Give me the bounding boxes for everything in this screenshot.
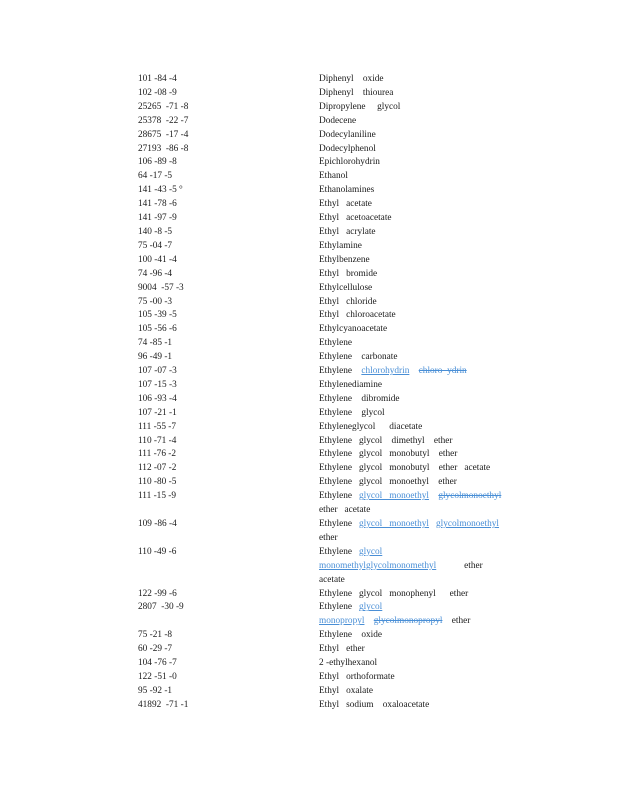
- table-row: [0, 601, 618, 629]
- cas-number: 107 -15 -3: [138, 379, 177, 390]
- chemical-name: [319, 184, 549, 198]
- name-text: Ethyl bromide: [319, 268, 378, 279]
- name-text: Ethyl oxalate: [319, 685, 373, 696]
- name-text: Ethylene carbonate: [319, 352, 398, 363]
- table-row: [0, 87, 618, 101]
- table-row: [0, 170, 618, 184]
- cas-number: 28675 -17 -4: [138, 129, 189, 140]
- name-text: [429, 491, 438, 501]
- deleted-text: glycolmonoethyl: [438, 491, 502, 502]
- table-row: [0, 671, 618, 685]
- table-row: [0, 462, 618, 476]
- name-text: Ethyl acrylate: [319, 226, 376, 237]
- chemical-name: [319, 588, 549, 602]
- chemical-name: [319, 240, 549, 254]
- chemical-name: [319, 393, 549, 407]
- table-row: [0, 518, 618, 546]
- table-row: [0, 282, 618, 296]
- name-text: Ethylamine: [319, 240, 362, 251]
- inserted-text: glycol: [359, 546, 383, 557]
- inserted-text: glycolmonoethyl: [436, 519, 500, 529]
- cas-number: 111 -55 -7: [138, 421, 177, 432]
- name-text: Ethylene glycol monobutyl ether: [319, 449, 458, 460]
- cas-number: 2807 -30 -9: [138, 602, 184, 613]
- chemical-name: [319, 476, 549, 490]
- name-text: Ethyleneglycol diacetate: [319, 421, 423, 432]
- name-text: Ethylene oxide: [319, 630, 382, 641]
- chemical-name: [319, 156, 549, 170]
- name-text: Ethylene dibromide: [319, 393, 400, 404]
- cas-number: 27193 -86 -8: [138, 143, 189, 154]
- table-row: [0, 643, 618, 657]
- cas-number: 112 -07 -2: [138, 463, 177, 474]
- cas-number: 107 -21 -1: [138, 407, 177, 418]
- name-text: Ethylene glycol monoethyl ether: [319, 477, 457, 488]
- name-text: ether acetate: [319, 505, 371, 516]
- table-row: [0, 143, 618, 157]
- cas-number: 105 -39 -5: [138, 310, 177, 321]
- name-text: Ethylene: [319, 366, 362, 377]
- cas-number: 60 -29 -7: [138, 644, 173, 655]
- cas-number: 109 -86 -4: [138, 519, 177, 529]
- table-row: [0, 309, 618, 323]
- cas-number: 25378 -22 -7: [138, 115, 189, 126]
- cas-number: 111 -76 -2: [138, 449, 177, 460]
- inserted-text: chlorohydrin: [361, 366, 410, 377]
- name-text: Dodecylphenol: [319, 143, 376, 154]
- name-text: Ethyl orthoformate: [319, 671, 395, 682]
- cas-number: 102 -08 -9: [138, 87, 177, 98]
- chemical-name: [319, 462, 549, 476]
- name-text: Ethylcellulose: [319, 282, 373, 293]
- name-text: Ethyl acetate: [319, 199, 372, 210]
- name-text: Ethylcyanoacetate: [319, 324, 388, 335]
- chemical-name: [319, 379, 549, 393]
- cas-number: 122 -99 -6: [138, 588, 177, 599]
- chemical-name: [319, 115, 549, 129]
- name-text: Dipropylene glycol: [319, 101, 401, 112]
- chemical-name: [319, 309, 549, 323]
- chemical-name: [319, 546, 549, 588]
- table-row: [0, 657, 618, 671]
- name-text: Epichlorohydrin: [319, 157, 380, 168]
- table-row: [0, 296, 618, 310]
- cas-number: 75 -00 -3: [138, 296, 173, 307]
- chemical-name: [319, 365, 549, 379]
- table-row: [0, 184, 618, 198]
- deleted-text: chloro ydrin: [418, 366, 467, 377]
- cas-number: 107 -07 -3: [138, 366, 177, 377]
- name-text: Ethyl chloride: [319, 296, 377, 307]
- cas-number: 96 -49 -1: [138, 352, 173, 363]
- cas-number: 41892 -71 -1: [138, 699, 189, 710]
- chemical-name: [319, 282, 549, 296]
- chemical-name: [319, 73, 549, 87]
- name-text: Ethylene: [319, 519, 360, 529]
- chemical-table: [0, 73, 618, 713]
- name-text: ether acetate: [319, 560, 483, 585]
- table-row: [0, 156, 618, 170]
- table-row: [0, 115, 618, 129]
- name-text: Ethylenediamine: [319, 379, 382, 390]
- cas-number: 95 -92 -1: [138, 685, 173, 696]
- cas-number: 100 -41 -4: [138, 254, 177, 265]
- table-row: [0, 365, 618, 379]
- table-row: [0, 129, 618, 143]
- name-text: Ethylene glycol monobutyl ether acetate: [319, 463, 491, 474]
- table-row: [0, 212, 618, 226]
- chemical-name: [319, 629, 549, 643]
- table-row: [0, 268, 618, 282]
- table-row: [0, 685, 618, 699]
- table-row: [0, 73, 618, 87]
- name-text: Dodecylaniline: [319, 129, 376, 140]
- table-row: [0, 588, 618, 602]
- name-text: ether: [319, 532, 338, 543]
- cas-number: 111 -15 -9: [138, 491, 177, 502]
- chemical-name: [319, 601, 549, 629]
- cas-number: 122 -51 -0: [138, 671, 177, 682]
- table-row: [0, 337, 618, 351]
- chemical-name: [319, 421, 549, 435]
- table-row: [0, 421, 618, 435]
- name-text: Ethylbenzene: [319, 254, 370, 265]
- cas-number: 141 -78 -6: [138, 199, 177, 210]
- chemical-name: [319, 226, 549, 240]
- cas-number: 74 -96 -4: [138, 268, 173, 279]
- chemical-name: [319, 643, 549, 657]
- table-row: [0, 546, 618, 588]
- chemical-name: [319, 129, 549, 143]
- cas-number: 75 -21 -8: [138, 630, 173, 641]
- cas-number: 105 -56 -6: [138, 324, 177, 335]
- chemical-name: [319, 435, 549, 449]
- table-row: [0, 101, 618, 115]
- chemical-name: [319, 170, 549, 184]
- deleted-text: glycolmonopropyl: [373, 616, 443, 627]
- cas-number: 110 -71 -4: [138, 435, 177, 446]
- name-text: Ethylene glycol dimethyl ether: [319, 435, 453, 446]
- table-row: [0, 435, 618, 449]
- table-row: [0, 476, 618, 490]
- inserted-text: monopropyl: [319, 616, 365, 627]
- chemical-name: [319, 101, 549, 115]
- inserted-text: glycol monoethyl: [359, 491, 430, 502]
- table-row: [0, 448, 618, 462]
- chemical-name: [319, 323, 549, 337]
- chemical-name: [319, 212, 549, 226]
- name-text: Diphenyl oxide: [319, 74, 384, 84]
- name-text: Ethylene glycol monophenyl ether: [319, 588, 469, 599]
- name-text: Ethylene: [319, 491, 360, 502]
- cas-number: 104 -76 -7: [138, 658, 177, 669]
- inserted-text: monomethylglycolmonomethyl: [319, 560, 437, 571]
- chemical-name: [319, 448, 549, 462]
- name-text: Ethyl sodium oxaloacetate: [319, 699, 430, 710]
- cas-number: 140 -8 -5: [138, 226, 173, 237]
- name-text: Ethylene glycol: [319, 407, 385, 418]
- cas-number: 141 -43 -5 °: [138, 185, 183, 196]
- chemical-name: [319, 671, 549, 685]
- table-row: [0, 629, 618, 643]
- table-row: [0, 226, 618, 240]
- chemical-name: [319, 407, 549, 421]
- chemical-name: [319, 337, 549, 351]
- cas-number: 106 -93 -4: [138, 393, 177, 404]
- table-row: [0, 490, 618, 518]
- chemical-name: [319, 518, 549, 546]
- name-text: 2 -ethylhexanol: [319, 658, 378, 669]
- chemical-name: [319, 87, 549, 101]
- name-text: Dodecene: [319, 115, 357, 126]
- cas-number: 141 -97 -9: [138, 213, 177, 224]
- chemical-name: [319, 699, 549, 713]
- name-text: Ethyl chloroacetate: [319, 310, 396, 321]
- table-row: [0, 254, 618, 268]
- name-text: Ethylene: [319, 546, 360, 557]
- chemical-name: [319, 490, 549, 518]
- name-text: Ethanol: [319, 171, 348, 182]
- chemical-name: [319, 296, 549, 310]
- table-row: [0, 351, 618, 365]
- cas-number: 106 -89 -8: [138, 157, 177, 168]
- name-text: Ethylene: [319, 338, 353, 349]
- cas-number: 64 -17 -5: [138, 171, 173, 182]
- name-text: Ethyl ether: [319, 644, 365, 655]
- table-row: [0, 240, 618, 254]
- table-row: [0, 699, 618, 713]
- cas-number: 101 -84 -4: [138, 74, 177, 84]
- name-text: [364, 616, 373, 626]
- name-text: Diphenyl thiourea: [319, 87, 394, 98]
- chemical-name: [319, 268, 549, 282]
- chemical-name: [319, 254, 549, 268]
- name-text: [429, 519, 436, 529]
- table-row: [0, 379, 618, 393]
- cas-number: 25265 -71 -8: [138, 101, 189, 112]
- name-text: [409, 366, 418, 376]
- name-text: Ethyl acetoacetate: [319, 213, 392, 224]
- cas-number: 9004 -57 -3: [138, 282, 184, 293]
- inserted-text: glycol monoethyl: [359, 519, 430, 529]
- chemical-name: [319, 685, 549, 699]
- inserted-text: glycol: [359, 602, 383, 613]
- name-text: Ethylene: [319, 602, 360, 613]
- table-row: [0, 407, 618, 421]
- chemical-name: [319, 143, 549, 157]
- cas-number: 110 -49 -6: [138, 546, 177, 557]
- cas-number: 110 -80 -5: [138, 477, 177, 488]
- cas-number: 74 -85 -1: [138, 338, 173, 349]
- name-text: ether: [442, 616, 471, 627]
- chemical-name: [319, 198, 549, 212]
- chemical-name: [319, 351, 549, 365]
- name-text: Ethanolamines: [319, 185, 375, 196]
- table-row: [0, 323, 618, 337]
- table-row: [0, 198, 618, 212]
- cas-number: 75 -04 -7: [138, 240, 173, 251]
- chemical-name: [319, 657, 549, 671]
- table-row: [0, 393, 618, 407]
